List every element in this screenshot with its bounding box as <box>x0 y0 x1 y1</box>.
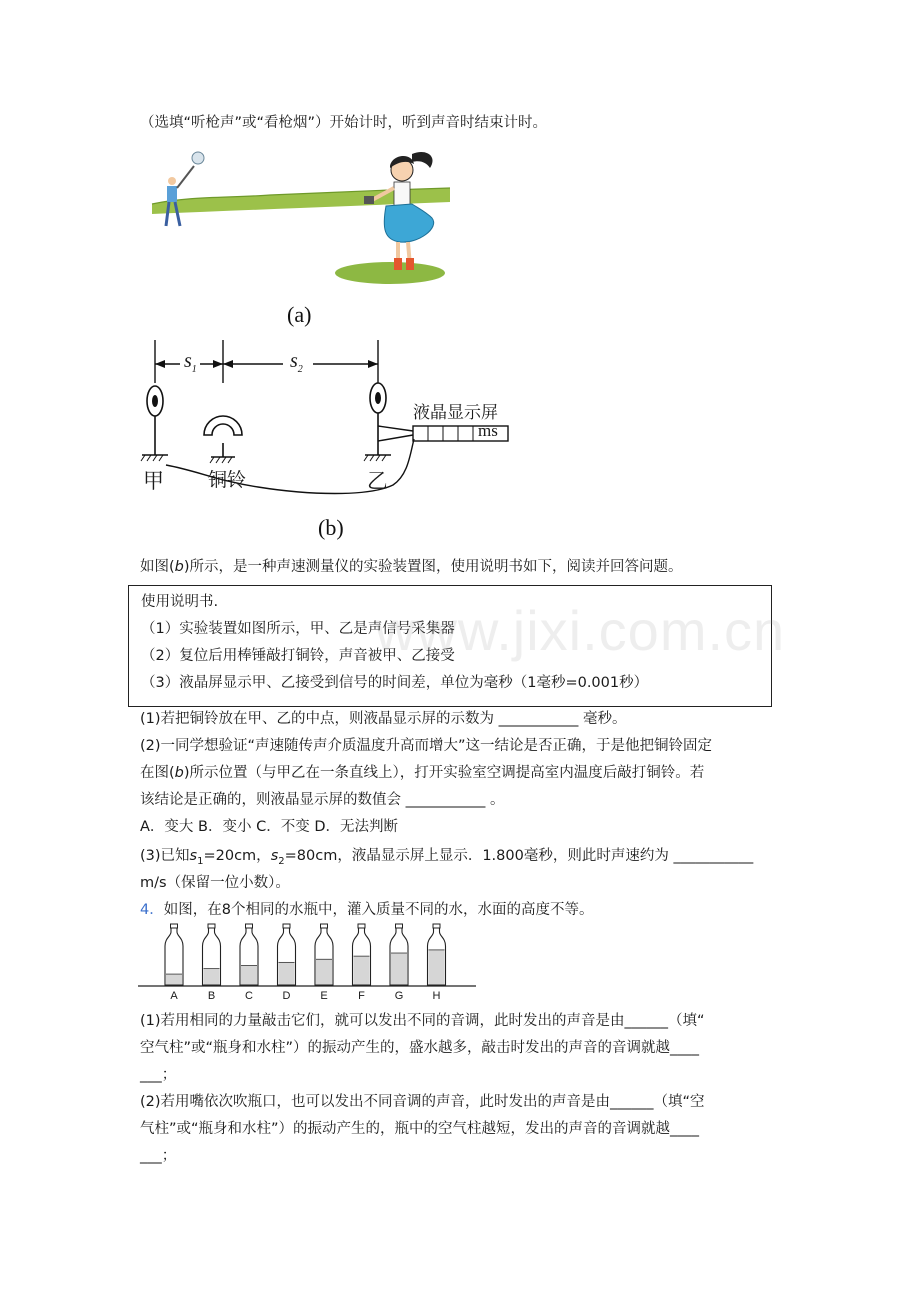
q3-part2-line3: 该结论是正确的，则液晶显示屏的数值会 ___________ 。 <box>140 792 505 808</box>
bottle-label-h: H <box>432 990 441 1002</box>
yi-label: 乙 <box>367 469 388 493</box>
timer-girl-figure <box>364 152 434 270</box>
figure-b-caption: (b) <box>318 515 344 540</box>
bottle-b <box>203 924 221 985</box>
manual-item-3: （3）液晶屏显示甲、乙接受到信号的时间差，单位为毫秒（1毫秒=0.001秒） <box>141 675 649 691</box>
s1-label: $s_1$ <box>184 350 197 375</box>
manual-item-1: （1）实验装置如图所示，甲、乙是声信号采集器 <box>141 621 455 637</box>
q4-part2-line1: (2)若用嘴依次吹瓶口，也可以发出不同音调的声音，此时发出的声音是由______（填“空 <box>140 1094 705 1110</box>
bell-label: 铜铃 <box>208 469 247 491</box>
water-g <box>391 953 407 985</box>
q3-part3-line1: (3)已知$s_1=20cm$，$s_2=80cm$，液晶显示屏上显示．1.800毫秒，则此时声速约为 ___________ <box>140 848 754 867</box>
top-line: （选填“听枪声”或“看枪烟”）开始计时，听到声音时结束计时。 <box>140 115 548 131</box>
intro-line: 如图(b)所示，是一种声速测量仪的实验装置图，使用说明书如下，阅读并回答问题。 <box>140 559 683 575</box>
q4-part1-line3: ___； <box>140 1067 177 1083</box>
q3-part1: (1)若把铜铃放在甲、乙的中点，则液晶显示屏的示数为 ___________ 毫秒。 <box>140 711 627 727</box>
lcd-screen-label: 液晶显示屏 <box>413 403 498 423</box>
q3-part2-line2: 在图(b)所示位置（与甲乙在一条直线上），打开实验室空调提高室内温度后敲打铜铃。若 <box>140 765 705 781</box>
bottle-label-c: C <box>245 990 253 1002</box>
water-a <box>166 974 182 985</box>
bottle-c <box>240 924 258 985</box>
q4-part2-line3: ___； <box>140 1148 177 1164</box>
lcd-unit-label: ms <box>478 421 498 440</box>
q4-stem: 4．如图，在8个相同的水瓶中，灌入质量不同的水，水面的高度不等。 <box>140 902 594 918</box>
bottle-a <box>165 924 183 985</box>
water-b <box>204 969 220 985</box>
q3-options: A．变大 B．变小 C．不变 D．无法判断 <box>140 819 398 835</box>
watermark: www.jixi.com.cn <box>375 599 786 662</box>
bottle-g <box>390 924 408 985</box>
q3-part2-line1: (2)一同学想验证“声速随传声介质温度升高而增大”这一结论是否正确，于是他把铜铃固定 <box>140 738 713 754</box>
water-f <box>354 956 370 985</box>
manual-item-2: （2）复位后用棒锤敲打铜铃，声音被甲、乙接受 <box>141 648 455 664</box>
bottle-f <box>353 924 371 985</box>
figure-a-caption: (a) <box>287 302 312 327</box>
figure-a-illustration <box>150 148 455 288</box>
q4-number: 4． <box>140 902 164 918</box>
bottle-label-d: D <box>282 990 291 1002</box>
manual-title: 使用说明书. <box>141 594 219 610</box>
water-e <box>316 959 332 985</box>
bottle-label-e: E <box>320 990 328 1002</box>
s2-label: $s_2$ <box>290 350 303 375</box>
q4-part2-line2: 气柱”或“瓶身和水柱”）的振动产生的，瓶中的空气柱越短，发出的声音的音调就越____ <box>140 1121 700 1137</box>
bottle-label-b: B <box>207 990 216 1002</box>
water-h <box>429 950 445 985</box>
water-c <box>241 966 257 986</box>
bottle-label-a: A <box>170 990 178 1002</box>
water-d <box>279 962 295 985</box>
q3-part3-line2: m/s（保留一位小数）。 <box>140 875 290 891</box>
jia-label: 甲 <box>143 469 164 493</box>
q4-part1-line1: (1)若用相同的力量敲击它们，就可以发出不同的音调，此时发出的声音是由______（填“ <box>140 1013 705 1029</box>
runner-starter-figure <box>166 152 204 226</box>
q4-part1-line2: 空气柱”或“瓶身和水柱”）的振动产生的，盛水越多，敲击时发出的声音的音调就越____ <box>140 1040 700 1056</box>
bottle-label-f: F <box>358 990 365 1002</box>
bottle-h <box>428 924 446 985</box>
bottle-d <box>278 924 296 985</box>
bottle-label-g: G <box>394 990 404 1002</box>
bottle-e <box>315 924 333 985</box>
